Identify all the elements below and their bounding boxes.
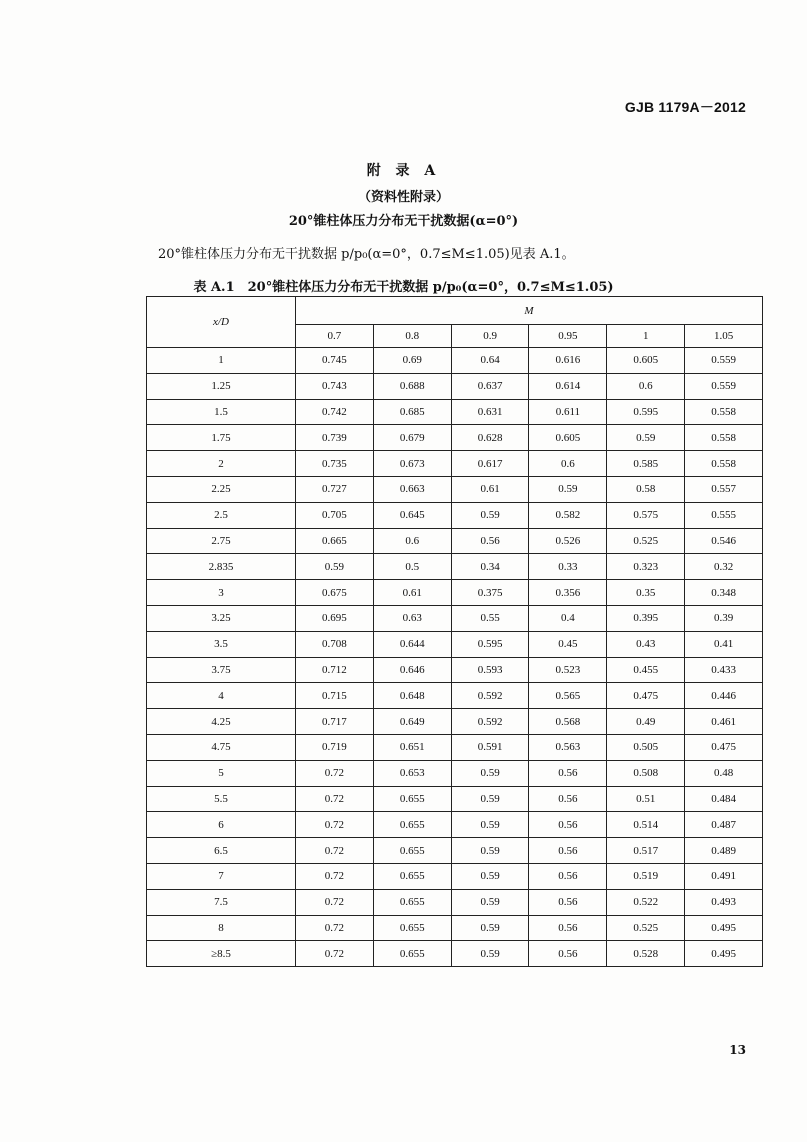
pressure-ratio-cell: 0.59 [451, 812, 529, 838]
table-row [147, 554, 763, 580]
mach-column-header: 0.9 [451, 325, 529, 348]
pressure-ratio-cell: 0.739 [296, 425, 374, 451]
x-d-cell: 6.5 [147, 838, 296, 864]
pressure-ratio-cell: 0.6 [607, 373, 685, 399]
pressure-ratio-cell: 0.72 [296, 786, 374, 812]
x-d-cell: 5 [147, 760, 296, 786]
pressure-ratio-cell: 0.61 [373, 580, 451, 606]
pressure-ratio-cell: 0.41 [685, 631, 763, 657]
pressure-ratio-cell: 0.595 [451, 631, 529, 657]
mach-column-header: 1 [607, 325, 685, 348]
pressure-ratio-cell: 0.32 [685, 554, 763, 580]
pressure-ratio-cell: 0.69 [373, 348, 451, 374]
mach-column-header: 0.7 [296, 325, 374, 348]
pressure-ratio-cell: 0.582 [529, 502, 607, 528]
pressure-ratio-cell: 0.593 [451, 657, 529, 683]
pressure-ratio-cell: 0.484 [685, 786, 763, 812]
pressure-ratio-cell: 0.525 [607, 528, 685, 554]
pressure-ratio-cell: 0.34 [451, 554, 529, 580]
x-d-cell: 3.75 [147, 657, 296, 683]
pressure-ratio-cell: 0.72 [296, 863, 374, 889]
pressure-ratio-cell: 0.719 [296, 734, 374, 760]
pressure-ratio-cell: 0.526 [529, 528, 607, 554]
pressure-ratio-cell: 0.356 [529, 580, 607, 606]
pressure-data-table [146, 296, 763, 967]
pressure-ratio-cell: 0.655 [373, 889, 451, 915]
pressure-ratio-cell: 0.56 [529, 941, 607, 967]
pressure-ratio-cell: 0.56 [529, 915, 607, 941]
x-d-cell: 3.5 [147, 631, 296, 657]
x-d-cell: 2.25 [147, 476, 296, 502]
pressure-ratio-cell: 0.585 [607, 451, 685, 477]
pressure-ratio-cell: 0.72 [296, 838, 374, 864]
pressure-ratio-cell: 0.48 [685, 760, 763, 786]
pressure-ratio-cell: 0.72 [296, 941, 374, 967]
pressure-ratio-cell: 0.475 [607, 683, 685, 709]
pressure-ratio-cell: 0.628 [451, 425, 529, 451]
pressure-ratio-cell: 0.487 [685, 812, 763, 838]
pressure-ratio-cell: 0.614 [529, 373, 607, 399]
pressure-ratio-cell: 0.59 [451, 760, 529, 786]
table-row [147, 760, 763, 786]
pressure-ratio-cell: 0.565 [529, 683, 607, 709]
pressure-ratio-cell: 0.712 [296, 657, 374, 683]
pressure-ratio-cell: 0.558 [685, 425, 763, 451]
pressure-ratio-cell: 0.665 [296, 528, 374, 554]
pressure-ratio-cell: 0.717 [296, 709, 374, 735]
x-d-cell: 7 [147, 863, 296, 889]
table-body [147, 348, 763, 967]
pressure-ratio-cell: 0.59 [451, 786, 529, 812]
x-d-cell: 2.5 [147, 502, 296, 528]
pressure-ratio-cell: 0.59 [451, 889, 529, 915]
pressure-ratio-cell: 0.715 [296, 683, 374, 709]
pressure-ratio-cell: 0.523 [529, 657, 607, 683]
table-row [147, 399, 763, 425]
pressure-ratio-cell: 0.61 [451, 476, 529, 502]
x-d-cell: 1.25 [147, 373, 296, 399]
pressure-ratio-cell: 0.727 [296, 476, 374, 502]
pressure-ratio-cell: 0.323 [607, 554, 685, 580]
table-row [147, 915, 763, 941]
pressure-ratio-cell: 0.56 [529, 760, 607, 786]
pressure-ratio-cell: 0.59 [451, 502, 529, 528]
pressure-ratio-cell: 0.557 [685, 476, 763, 502]
x-d-cell: 4 [147, 683, 296, 709]
pressure-ratio-cell: 0.644 [373, 631, 451, 657]
pressure-ratio-cell: 0.58 [607, 476, 685, 502]
pressure-ratio-cell: 0.617 [451, 451, 529, 477]
x-d-cell: 1.75 [147, 425, 296, 451]
table-row [147, 631, 763, 657]
x-d-cell: 6 [147, 812, 296, 838]
pressure-ratio-cell: 0.555 [685, 502, 763, 528]
pressure-ratio-cell: 0.645 [373, 502, 451, 528]
pressure-ratio-cell: 0.72 [296, 889, 374, 915]
table-row [147, 348, 763, 374]
pressure-ratio-cell: 0.59 [451, 863, 529, 889]
x-d-cell: 2 [147, 451, 296, 477]
pressure-ratio-cell: 0.735 [296, 451, 374, 477]
pressure-ratio-cell: 0.592 [451, 683, 529, 709]
pressure-ratio-cell: 0.59 [451, 941, 529, 967]
table-row [147, 838, 763, 864]
pressure-ratio-cell: 0.616 [529, 348, 607, 374]
table-caption: 表 A.1 20°锥柱体压力分布无干扰数据 p/p₀(α=0°，0.7≤M≤1.05) [193, 280, 614, 295]
pressure-ratio-cell: 0.6 [373, 528, 451, 554]
table-row [147, 889, 763, 915]
pressure-ratio-cell: 0.649 [373, 709, 451, 735]
pressure-ratio-cell: 0.673 [373, 451, 451, 477]
x-d-cell: 4.25 [147, 709, 296, 735]
pressure-ratio-cell: 0.695 [296, 605, 374, 631]
x-d-cell: 1 [147, 348, 296, 374]
pressure-ratio-cell: 0.563 [529, 734, 607, 760]
pressure-ratio-cell: 0.51 [607, 786, 685, 812]
pressure-ratio-cell: 0.505 [607, 734, 685, 760]
pressure-ratio-cell: 0.461 [685, 709, 763, 735]
pressure-ratio-cell: 0.558 [685, 451, 763, 477]
pressure-ratio-cell: 0.56 [529, 889, 607, 915]
table-row [147, 451, 763, 477]
pressure-ratio-cell: 0.375 [451, 580, 529, 606]
x-d-cell: 2.835 [147, 554, 296, 580]
pressure-ratio-cell: 0.6 [529, 451, 607, 477]
pressure-ratio-cell: 0.655 [373, 915, 451, 941]
mach-column-header: 0.8 [373, 325, 451, 348]
pressure-ratio-cell: 0.56 [451, 528, 529, 554]
x-d-cell: 3.25 [147, 605, 296, 631]
x-d-cell: ≥8.5 [147, 941, 296, 967]
pressure-ratio-cell: 0.528 [607, 941, 685, 967]
pressure-ratio-cell: 0.33 [529, 554, 607, 580]
pressure-ratio-cell: 0.517 [607, 838, 685, 864]
pressure-ratio-cell: 0.591 [451, 734, 529, 760]
pressure-ratio-cell: 0.655 [373, 812, 451, 838]
pressure-ratio-cell: 0.648 [373, 683, 451, 709]
pressure-ratio-cell: 0.508 [607, 760, 685, 786]
pressure-ratio-cell: 0.655 [373, 941, 451, 967]
x-d-cell: 7.5 [147, 889, 296, 915]
table-row [147, 709, 763, 735]
table-row [147, 502, 763, 528]
pressure-ratio-cell: 0.495 [685, 915, 763, 941]
pressure-ratio-cell: 0.525 [607, 915, 685, 941]
pressure-ratio-cell: 0.39 [685, 605, 763, 631]
table-row [147, 580, 763, 606]
pressure-ratio-cell: 0.708 [296, 631, 374, 657]
pressure-ratio-cell: 0.455 [607, 657, 685, 683]
pressure-ratio-cell: 0.688 [373, 373, 451, 399]
pressure-ratio-cell: 0.72 [296, 915, 374, 941]
appendix-heading: 20°锥柱体压力分布无干扰数据(α=0°) [288, 214, 519, 229]
pressure-ratio-cell: 0.49 [607, 709, 685, 735]
pressure-ratio-cell: 0.637 [451, 373, 529, 399]
pressure-ratio-cell: 0.568 [529, 709, 607, 735]
table-row [147, 812, 763, 838]
pressure-ratio-cell: 0.595 [607, 399, 685, 425]
pressure-ratio-cell: 0.546 [685, 528, 763, 554]
pressure-ratio-cell: 0.56 [529, 838, 607, 864]
table-row [147, 476, 763, 502]
x-d-cell: 1.5 [147, 399, 296, 425]
pressure-ratio-cell: 0.348 [685, 580, 763, 606]
x-d-cell: 4.75 [147, 734, 296, 760]
table-row [147, 605, 763, 631]
page-number: 13 [729, 1043, 746, 1057]
pressure-ratio-cell: 0.558 [685, 399, 763, 425]
pressure-ratio-cell: 0.655 [373, 863, 451, 889]
row-header-xd: x/D [147, 297, 296, 348]
pressure-ratio-cell: 0.491 [685, 863, 763, 889]
x-d-cell: 3 [147, 580, 296, 606]
pressure-ratio-cell: 0.605 [607, 348, 685, 374]
pressure-ratio-cell: 0.43 [607, 631, 685, 657]
pressure-ratio-cell: 0.705 [296, 502, 374, 528]
table-row [147, 528, 763, 554]
table-row [147, 734, 763, 760]
pressure-ratio-cell: 0.611 [529, 399, 607, 425]
pressure-ratio-cell: 0.59 [529, 476, 607, 502]
pressure-ratio-cell: 0.72 [296, 812, 374, 838]
pressure-ratio-cell: 0.655 [373, 786, 451, 812]
pressure-ratio-cell: 0.56 [529, 786, 607, 812]
x-d-cell: 8 [147, 915, 296, 941]
pressure-ratio-cell: 0.59 [451, 915, 529, 941]
pressure-ratio-cell: 0.495 [685, 941, 763, 967]
table-row [147, 941, 763, 967]
pressure-ratio-cell: 0.35 [607, 580, 685, 606]
pressure-ratio-cell: 0.605 [529, 425, 607, 451]
table-row [147, 657, 763, 683]
pressure-ratio-cell: 0.56 [529, 812, 607, 838]
pressure-ratio-cell: 0.663 [373, 476, 451, 502]
document-code: GJB 1179A－2012 [624, 99, 746, 115]
pressure-ratio-cell: 0.651 [373, 734, 451, 760]
pressure-ratio-cell: 0.489 [685, 838, 763, 864]
pressure-ratio-cell: 0.575 [607, 502, 685, 528]
intro-paragraph: 20°锥柱体压力分布无干扰数据 p/p₀(α=0°，0.7≤M≤1.05)见表 A.1。 [158, 247, 575, 262]
pressure-ratio-cell: 0.675 [296, 580, 374, 606]
pressure-ratio-cell: 0.5 [373, 554, 451, 580]
mach-column-header: 1.05 [685, 325, 763, 348]
pressure-ratio-cell: 0.519 [607, 863, 685, 889]
pressure-ratio-cell: 0.743 [296, 373, 374, 399]
pressure-ratio-cell: 0.59 [296, 554, 374, 580]
pressure-ratio-cell: 0.514 [607, 812, 685, 838]
table-row [147, 425, 763, 451]
pressure-ratio-cell: 0.395 [607, 605, 685, 631]
table-row [147, 683, 763, 709]
pressure-ratio-cell: 0.522 [607, 889, 685, 915]
table-row [147, 786, 763, 812]
pressure-ratio-cell: 0.679 [373, 425, 451, 451]
pressure-ratio-cell: 0.646 [373, 657, 451, 683]
pressure-ratio-cell: 0.55 [451, 605, 529, 631]
column-group-header-m: M [296, 297, 763, 325]
x-d-cell: 2.75 [147, 528, 296, 554]
pressure-ratio-cell: 0.745 [296, 348, 374, 374]
pressure-ratio-cell: 0.64 [451, 348, 529, 374]
pressure-ratio-cell: 0.742 [296, 399, 374, 425]
pressure-ratio-cell: 0.685 [373, 399, 451, 425]
pressure-ratio-cell: 0.72 [296, 760, 374, 786]
pressure-ratio-cell: 0.493 [685, 889, 763, 915]
table-row [147, 373, 763, 399]
mach-column-header: 0.95 [529, 325, 607, 348]
appendix-subtitle: （资料性附录） [357, 190, 449, 205]
table-row [147, 863, 763, 889]
pressure-ratio-cell: 0.446 [685, 683, 763, 709]
pressure-ratio-cell: 0.45 [529, 631, 607, 657]
pressure-ratio-cell: 0.56 [529, 863, 607, 889]
x-d-cell: 5.5 [147, 786, 296, 812]
pressure-ratio-cell: 0.655 [373, 838, 451, 864]
pressure-ratio-cell: 0.559 [685, 348, 763, 374]
pressure-ratio-cell: 0.63 [373, 605, 451, 631]
pressure-ratio-cell: 0.653 [373, 760, 451, 786]
pressure-ratio-cell: 0.4 [529, 605, 607, 631]
pressure-ratio-cell: 0.59 [607, 425, 685, 451]
appendix-title: 附 录 A [366, 163, 441, 179]
pressure-ratio-cell: 0.631 [451, 399, 529, 425]
pressure-ratio-cell: 0.433 [685, 657, 763, 683]
pressure-ratio-cell: 0.59 [451, 838, 529, 864]
pressure-ratio-cell: 0.592 [451, 709, 529, 735]
pressure-ratio-cell: 0.559 [685, 373, 763, 399]
pressure-ratio-cell: 0.475 [685, 734, 763, 760]
